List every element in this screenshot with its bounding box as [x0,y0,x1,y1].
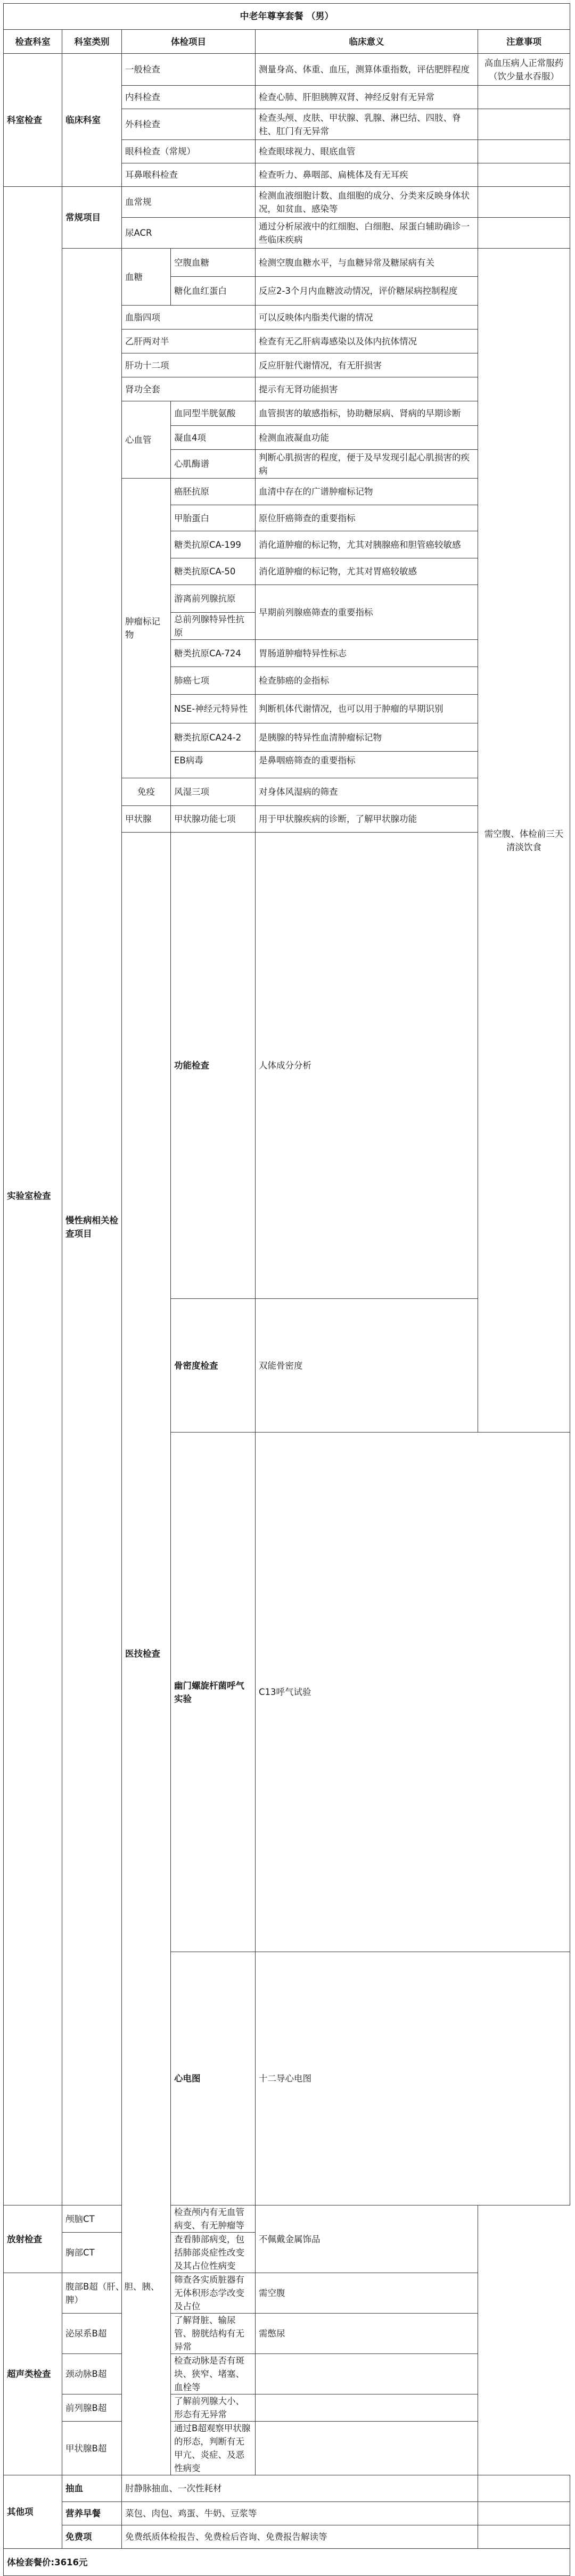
meaning-cell: 是胰腺的特异性血清肿瘤标记物 [256,723,478,752]
subitem-cell: 风湿三项 [171,778,256,806]
category-cell: 慢性病相关检查项目 [62,249,122,2205]
note-cell [256,2394,478,2422]
item-cell: 乙肝两对半 [122,330,256,353]
group-cell: 甲状腺 [122,806,171,833]
item-cell: 一般检查 [122,54,256,86]
table-title: 中老年尊享套餐 （男） [4,4,570,30]
category-cell: 骨密度检查 [171,1299,256,1433]
meaning-cell: 检查动脉是否有斑块、狭窄、堵塞、血栓等 [171,2354,256,2394]
item-cell: 尿ACR [122,218,256,249]
subitem-cell: 甲状腺功能七项 [171,806,256,833]
dept-cell: 实验室检查 [4,187,62,2205]
note-cell [478,163,570,187]
item-cell: 肝功十二项 [122,353,256,377]
note-cell [478,2475,570,2502]
meaning-cell: 可以反映体内脂类代谢的情况 [256,306,478,330]
dept-cell: 其他项 [4,2475,62,2549]
meaning-cell: 检查颅内有无血管病变、有无肿瘤等 [171,2205,256,2233]
package-price: 体检套餐价:3616元 [4,2549,570,2576]
subitem-cell: 凝血4项 [171,426,256,450]
meaning-cell: 血管损害的敏感指标，协助糖尿病、肾病的早期诊断 [256,401,478,426]
subitem-cell: 糖类抗原CA-724 [171,640,256,667]
item-cell: 耳鼻喉科检查 [122,163,256,187]
meaning-cell: 用于甲状腺疾病的诊断，了解甲状腺功能 [256,806,478,833]
meaning-cell: 筛查各实质脏器有无体积形态学改变及占位 [171,2273,256,2314]
meaning-cell: 检查肺癌的金指标 [256,667,478,695]
subitem-cell: 糖化血红蛋白 [171,277,256,306]
item-cell: C13呼气试验 [256,1433,570,1952]
subitem-cell: NSE-神经元特异性 [171,695,256,723]
meaning-cell: 检测血液凝血功能 [256,426,478,450]
content-cell: 菜包、肉包、鸡蛋、牛奶、豆浆等 [122,2502,478,2525]
item-cell: 甲状腺B超 [62,2422,171,2475]
subitem-cell: 游离前列腺抗原 [171,585,256,613]
note-cell: 不佩戴金属饰品 [256,2205,478,2273]
category-cell: 营养早餐 [62,2502,122,2525]
meaning-cell: 消化道肿瘤的标记物，尤其对胃癌较敏感 [256,558,478,585]
group-cell: 血糖 [122,249,171,306]
note-cell [478,2502,570,2525]
note-cell [478,86,570,109]
meaning-cell: 是鼻咽癌筛查的重要指标 [256,752,478,778]
note-cell: 需空腹、体检前三天清淡饮食 [478,249,570,1433]
category-cell: 心电图 [171,1952,256,2205]
meaning-cell: 检测空腹血糖水平，与血糖异常及糖尿病有关 [256,249,478,277]
category-cell: 常规项目 [62,187,122,249]
header-note: 注意事项 [478,30,570,54]
note-cell [478,109,570,140]
meaning-cell: 判断心肌损害的程度，便于及早发现引起心肌损害的疾病 [256,450,478,479]
category-cell: 免费项 [62,2525,122,2549]
package-table [3,3,570,2576]
subitem-cell: 肺癌七项 [171,667,256,695]
meaning-cell: 通过B超观察甲状腺的形态，判断有无甲亢、炎症、及恶性病变 [171,2422,256,2475]
category-cell: 放射检查 [4,2205,62,2273]
meaning-cell: 了解肾脏、输尿管、膀胱结构有无异常 [171,2314,256,2354]
category-cell: 抽血 [62,2475,122,2502]
item-cell: 十二导心电图 [256,1952,570,2205]
dept-cell: 医技检查 [122,833,171,2475]
item-cell: 眼科检查（常规） [122,140,256,163]
subitem-cell: 癌胚抗原 [171,479,256,505]
meaning-cell: 检查有无乙肝病毒感染以及体内抗体情况 [256,330,478,353]
group-cell: 心血管 [122,401,171,479]
item-cell: 肾功全套 [122,377,256,401]
item-cell: 双能骨密度 [256,1299,570,1433]
note-cell [478,2525,570,2549]
meaning-cell: 测量身高、体重、血压，测算体重指数，评估肥胖程度 [256,54,478,86]
meaning-cell: 反应肝脏代谢情况，有无肝损害 [256,353,478,377]
note-cell [256,2354,478,2394]
note-cell: 需空腹 [256,2273,478,2314]
item-cell: 颅脑CT [62,2205,171,2233]
subitem-cell: 血同型半胱氨酸 [171,401,256,426]
meaning-cell: 胃肠道肿瘤特异性标志 [256,640,478,667]
item-cell: 内科检查 [122,86,256,109]
meaning-cell: 检查听力、鼻咽部、扁桃体及有无耳疾 [256,163,478,187]
item-cell: 泌尿系B超 [62,2314,171,2354]
meaning-cell: 消化道肿瘤的标记物，尤其对胰腺癌和胆管癌较敏感 [256,531,478,558]
meaning-cell: 通过分析尿液中的红细胞、白细胞、尿蛋白辅助确诊一些临床疾病 [256,218,478,249]
category-cell: 功能检查 [171,833,256,1299]
note-cell [478,187,570,218]
item-cell: 胸部CT [62,2233,171,2273]
subitem-cell: 总前列腺特异性抗原 [171,613,256,640]
meaning-cell: 检查眼球视力、眼底血管 [256,140,478,163]
meaning-cell: 检查头颅、皮肤、甲状腺、乳腺、淋巴结、四肢、脊柱、肛门有无异常 [256,109,478,140]
meaning-cell: 查看肺部病变，包括肺部炎症性改变及其占位性病变 [171,2233,256,2273]
item-cell: 血常规 [122,187,256,218]
meaning-cell: 血清中存在的广谱肿瘤标记物 [256,479,478,505]
note-cell [478,218,570,249]
meaning-cell: 判断机体代谢情况，也可以用于肿瘤的早期识别 [256,695,478,723]
meaning-cell: 检测血液细胞计数、血细胞的成分、分类来反映身体状况，如贫血、感染等 [256,187,478,218]
subitem-cell: 糖类抗原CA24-2 [171,723,256,752]
note-cell [478,140,570,163]
meaning-cell: 对身体风湿病的筛查 [256,778,478,806]
subitem-cell: EB病毒 [171,752,256,778]
item-cell: 腹部B超（肝、胆、胰、脾） [62,2273,171,2314]
content-cell: 肘静脉抽血、一次性耗材 [122,2475,478,2502]
subitem-cell: 甲胎蛋白 [171,505,256,531]
item-cell: 前列腺B超 [62,2394,171,2422]
category-cell: 临床科室 [62,54,122,187]
content-cell: 免费纸质体检报告、免费检后咨询、免费报告解读等 [122,2525,478,2549]
header-item: 体检项目 [122,30,256,54]
note-cell: 需憋尿 [256,2314,478,2354]
group-cell: 肿瘤标记物 [122,479,171,778]
header-category: 科室类别 [62,30,122,54]
meaning-cell: 早期前列腺癌筛查的重要指标 [256,585,478,640]
meaning-cell: 原位肝癌筛查的重要指标 [256,505,478,531]
package-sheet [3,3,570,2567]
dept-cell: 科室检查 [4,54,62,187]
meaning-cell: 提示有无肾功能损害 [256,377,478,401]
meaning-cell: 检查心肺、肝胆胰脾双肾、神经反射有无异常 [256,86,478,109]
item-cell: 血脂四项 [122,306,256,330]
meaning-cell: 了解前列腺大小、形态有无异常 [171,2394,256,2422]
item-cell: 颈动脉B超 [62,2354,171,2394]
subitem-cell: 空腹血糖 [171,249,256,277]
note-cell: 高血压病人正常服药（饮少量水吞服） [478,54,570,86]
category-cell: 超声类检查 [4,2273,62,2475]
group-cell: 免疫 [122,778,171,806]
note-cell [256,2422,478,2475]
category-cell: 幽门螺旋杆菌呼气实验 [171,1433,256,1952]
header-meaning: 临床意义 [256,30,478,54]
meaning-cell: 反应2-3个月内血糖波动情况，评价糖尿病控制程度 [256,277,478,306]
item-cell: 人体成分分析 [256,833,570,1299]
subitem-cell: 糖类抗原CA-50 [171,558,256,585]
subitem-cell: 糖类抗原CA-199 [171,531,256,558]
header-dept: 检查科室 [4,30,62,54]
item-cell: 外科检查 [122,109,256,140]
subitem-cell: 心肌酶谱 [171,450,256,479]
